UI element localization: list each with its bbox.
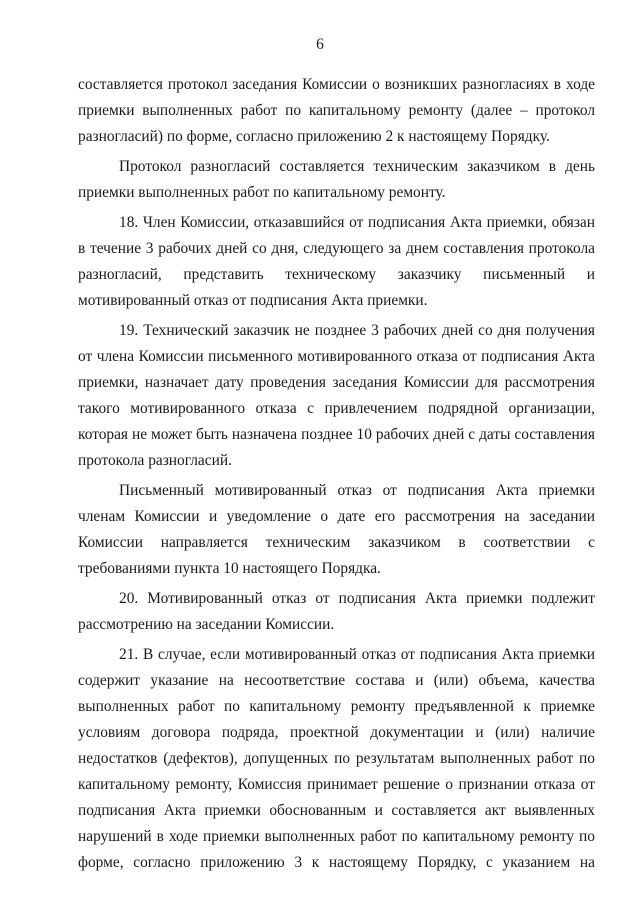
paragraph-protocol-continuation: составляется протокол заседания Комиссии о возникших разногласиях в ходе приемки выполненных работ по капитальному ремонту (далее – протокол разногласий) по форме, согласно приложению 2 к настоящему Порядку. xyxy=(78,76,595,145)
page-number: 6 xyxy=(316,36,324,53)
document-body xyxy=(78,72,595,880)
paragraph-protocol-drafting: Протокол разногласий составляется техническим заказчиком в день приемки выполненных работ по капитальному ремонту. xyxy=(78,158,595,201)
paragraph-item-18: 18. Член Комиссии, отказавшийся от подписания Акта приемки, обязан в течение 3 рабочих дней со дня, следующего за днем составления протокола разногласий, представить техническому заказчику письменный и мотивированный отказ от подписания Акта приемки. xyxy=(78,214,595,309)
paragraph-item-21: 21. В случае, если мотивированный отказ от подписания Акта приемки содержит указание на несоответствие состава и (или) объема, качества выполненных работ по капитальному ремонту предъявленной к приемке условиям договора подряда, проектной документации и (или) наличие недостатков (дефектов), допущенных по результатам выполненных работ по капитальному ремонту, Комиссия принимает решение о признании отказа от подписания Акта приемки обоснованным и составляется акт выявленных нарушений в ходе приемки выполненных работ по капитальному ремонту по форме, согласно приложению 3 к настоящему Порядку, с указанием на xyxy=(78,646,595,871)
paragraph-item-19: 19. Технический заказчик не позднее 3 рабочих дней со дня получения от члена Комиссии письменного мотивированного отказа от подписания Акта приемки, назначает дату проведения заседания Комиссии для рассмотрения такого мотивированного отказа с привлечением подрядной организации, которая не может быть назначена позднее 10 рабочих дней с даты составления протокола разногласий. xyxy=(78,322,595,469)
paragraph-item-20: 20. Мотивированный отказ от подписания Акта приемки подлежит рассмотрению на заседании Комиссии. xyxy=(78,590,595,633)
paragraph-written-refusal: Письменный мотивированный отказ от подписания Акта приемки членам Комиссии и уведомление о дате его рассмотрения на заседании Комиссии направляется техническим заказчиком в соответствии с требованиями пункта 10 настоящего Порядка. xyxy=(78,482,595,577)
